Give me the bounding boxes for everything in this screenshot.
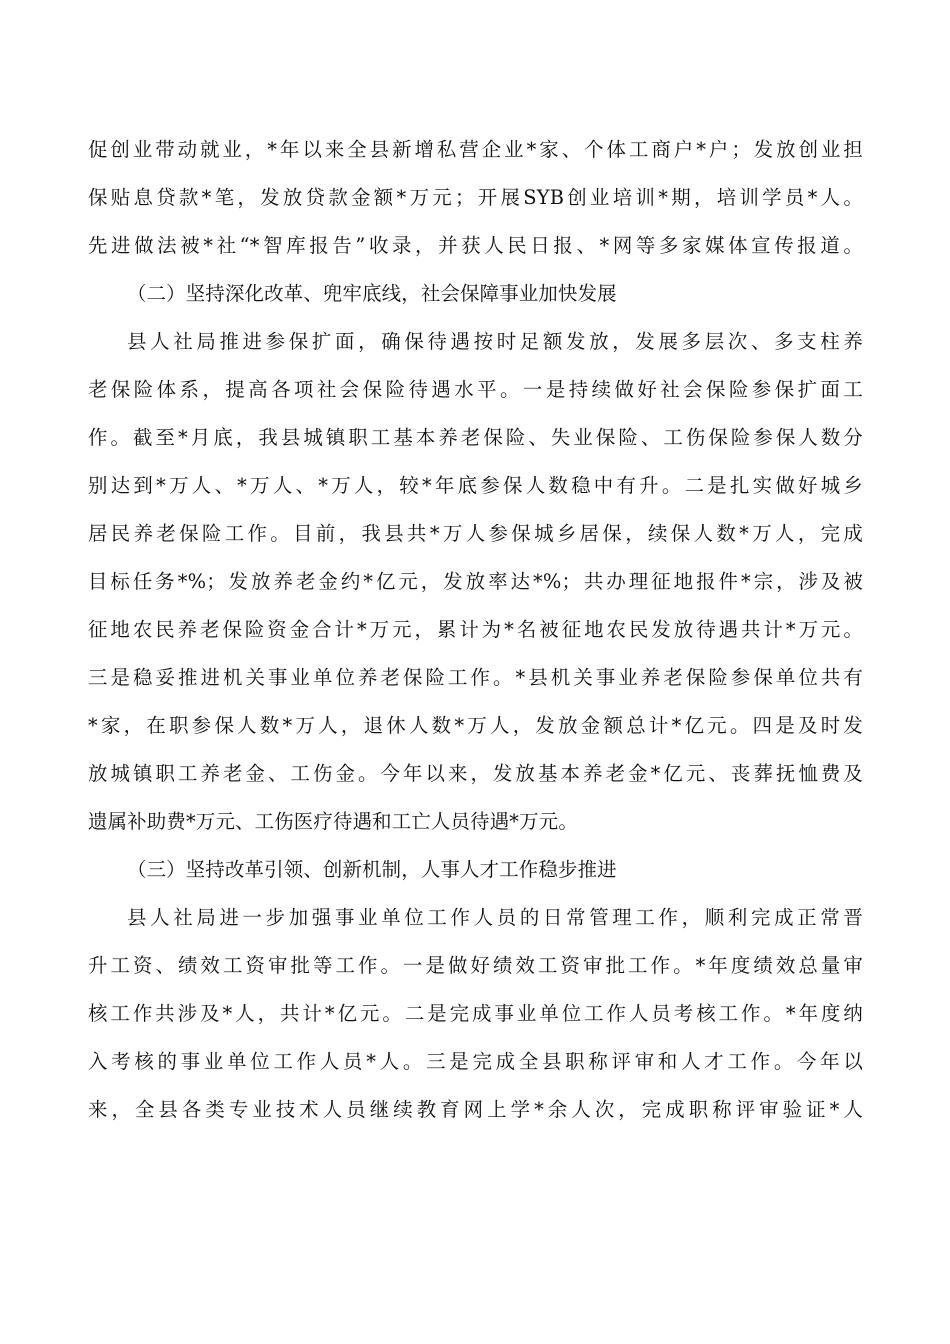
paragraph-line: 老保险体系，提高各项社会保险待遇水平。一是持续做好社会保险参保扩面工 [88,378,863,401]
paragraph-line: 县人社局进一步加强事业单位工作人员的日常管理工作，顺利完成正常晋 [127,906,863,929]
paragraph-line: 三是稳妥推进机关事业单位养老保险工作。*县机关事业养老保险参保单位共有 [88,666,863,689]
paragraph-line: *家，在职参保人数*万人，退休人数*万人，发放金额总计*亿元。四是及时发 [88,714,863,737]
paragraph-line: 先进做法被*社“*智库报告”收录，并获人民日报、*网等多家媒体宣传报道。 [88,234,863,257]
paragraph-line: 保贴息贷款*笔，发放贷款金额*万元；开展SYB创业培训*期，培训学员*人。 [88,186,863,209]
paragraph-line: 放城镇职工养老金、工伤金。今年以来，发放基本养老金*亿元、丧葬抚恤费及 [88,762,863,785]
paragraph-line: 作。截至*月底，我县城镇职工基本养老保险、失业保险、工伤保险参保人数分 [88,426,863,449]
paragraph-line: 征地农民养老保险资金合计*万元，累计为*名被征地农民发放待遇共计*万元。 [88,618,863,641]
paragraph-line: 居民养老保险工作。目前，我县共*万人参保城乡居保，续保人数*万人，完成 [88,522,863,545]
paragraph-line: 核工作共涉及*人，共计*亿元。二是完成事业单位工作人员考核工作。*年度纳 [88,1002,863,1025]
paragraph-line: 促创业带动就业，*年以来全县新增私营企业*家、个体工商户*户；发放创业担 [88,138,863,161]
paragraph-line: 目标任务*%；发放养老金约*亿元，发放率达*%；共办理征地报件*宗，涉及被 [88,570,863,593]
paragraph-line: 入考核的事业单位工作人员*人。三是完成全县职称评审和人才工作。今年以 [88,1050,863,1073]
paragraph-line: 遗属补助费*万元、工伤医疗待遇和工亡人员待遇*万元。 [88,810,578,833]
section-heading: （二）坚持深化改革、兜牢底线，社会保障事业加快发展 [127,282,617,305]
paragraph-line: 升工资、绩效工资审批等工作。一是做好绩效工资审批工作。*年度绩效总量审 [88,954,863,977]
paragraph-line: 别达到*万人、*万人、*万人，较*年底参保人数稳中有升。二是扎实做好城乡 [88,474,863,497]
paragraph-line: 县人社局推进参保扩面，确保待遇按时足额发放，发展多层次、多支柱养 [127,330,863,353]
paragraph-line: 来，全县各类专业技术人员继续教育网上学*余人次，完成职称评审验证*人 [88,1098,863,1121]
section-heading: （三）坚持改革引领、创新机制，人事人才工作稳步推进 [127,858,617,881]
